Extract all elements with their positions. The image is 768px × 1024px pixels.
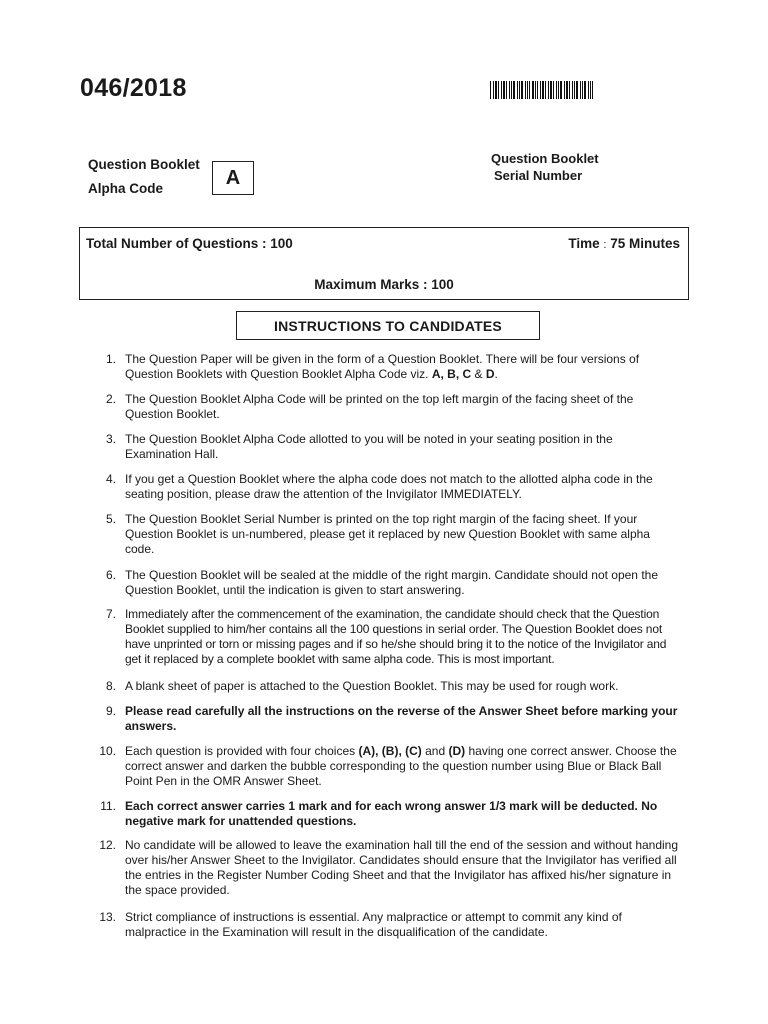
barcode-bar [540, 81, 541, 99]
item-text: Strict compliance of instructions is essential. Any malpractice or attempt to commit any kind of malpractice in the Examination will result in the disqualification of the candidate. [125, 910, 622, 939]
time-allowed [568, 236, 680, 251]
item-text: No candidate will be allowed to leave the examination hall till the end of the session and without handing over his/her Answer Sheet to the Invigilator. Candidates should ensure that the Invigilator has verified all the entries in the Register Number Coding Sheet and that the Invigilator has affixed his/her signature in the space provided. [125, 838, 679, 897]
time-label: Time [568, 236, 600, 251]
instruction-item [90, 392, 680, 422]
barcode-bar [576, 81, 578, 99]
barcode-bar [529, 81, 530, 99]
item-text: If you get a Question Booklet where the alpha code does not match to the allotted alpha code in the seating position, please draw the attention of the Invigilator IMMEDIATELY. [125, 472, 653, 501]
barcode-bar [569, 81, 570, 99]
barcode-bar [509, 81, 510, 99]
instruction-item [90, 704, 680, 734]
item-number: 3. [105, 432, 116, 446]
barcode-bar [527, 81, 528, 99]
item-text: A blank sheet of paper is attached to the Question Booklet. This may be used for rough work. [125, 679, 619, 693]
paper-code: 046/2018 [80, 74, 187, 102]
barcode-bar [517, 81, 518, 99]
item-number: 10. [99, 744, 116, 758]
barcode-bar [532, 81, 534, 99]
barcode-bar [498, 81, 499, 99]
barcode-bar [545, 81, 546, 99]
barcode-bar [513, 81, 515, 99]
instruction-item [90, 744, 680, 789]
instruction-item [90, 799, 680, 829]
item-number: 13. [99, 910, 116, 924]
barcode-bar [590, 81, 591, 99]
barcode-bar [588, 81, 589, 99]
barcode-bar [535, 81, 536, 99]
barcode-bar [521, 81, 523, 99]
time-value: 75 Minutes [610, 236, 680, 251]
instructions-heading: INSTRUCTIONS TO CANDIDATES [236, 311, 540, 340]
item-text: The Question Paper will be given in the form of a Question Booklet. There will be four versions of Question Booklets with Question Booklet Alpha Code viz. A, B, C & D. [125, 352, 640, 381]
barcode-bar [548, 81, 549, 99]
instruction-item [90, 352, 680, 382]
alpha-code-box: A [212, 161, 254, 195]
item-number: 5. [105, 512, 116, 526]
instruction-item [90, 512, 680, 557]
barcode-bar [503, 81, 505, 99]
instruction-item [90, 910, 680, 940]
item-number: 1. [105, 352, 116, 366]
time-separator: : [603, 239, 607, 251]
barcode-bar [525, 81, 526, 99]
item-text: Immediately after the commencement of the examination, the candidate should check that the Question Booklet supplied to him/her contains all the 100 questions in serial order. The Question Booklet does not have unprinted or torn or missing pages and if so he/she should bring it to the notice of the Invigilator and get it replaced by a complete booklet with same alpha code. This is most important. [125, 607, 667, 666]
item-text: Each correct answer carries 1 mark and for each wrong answer 1/3 mark will be deducted. No negative mark for unattended questions. [125, 799, 658, 828]
instruction-item [90, 679, 680, 694]
item-text: The Question Booklet Serial Number is printed on the top right margin of the facing sheet. If your Question Booklet is un-numbered, please get it replaced by new Question Booklet with same alpha code. [125, 512, 650, 556]
barcode-bar [556, 81, 557, 99]
barcode-bar [580, 81, 581, 99]
barcode-bar [542, 81, 544, 99]
item-text: The Question Booklet Alpha Code will be printed on the top left margin of the facing sheet of the Question Booklet. [125, 392, 634, 421]
item-number: 8. [105, 679, 116, 693]
item-number: 12. [99, 838, 116, 852]
item-number: 9. [105, 704, 116, 718]
instruction-item [90, 432, 680, 462]
barcode-bar [506, 81, 507, 99]
alpha-code-label-line1: Question Booklet [88, 157, 200, 172]
instruction-item [90, 607, 680, 667]
exam-info-box [79, 227, 689, 300]
barcode-bar [493, 81, 494, 99]
item-number: 2. [105, 392, 116, 406]
barcode-bar [553, 81, 554, 99]
barcode-bar [582, 81, 583, 99]
barcode-bar [566, 81, 568, 99]
barcode-bar [558, 81, 559, 99]
barcode-bar [572, 81, 573, 99]
maximum-marks: Maximum Marks : 100 [314, 277, 454, 292]
item-number: 11. [100, 799, 116, 813]
item-text: Each question is provided with four choices (A), (B), (C) and (D) having one correct answer. Choose the correct answer and darken the bubble corresponding to the question number using Blue or Black Ball Point Pen in the OMR Answer Sheet. [125, 744, 677, 788]
alpha-code-label-line2: Alpha Code [88, 181, 164, 196]
item-number: 4. [105, 472, 116, 486]
barcode-bar [560, 81, 562, 99]
serial-number-label-line2: Serial Number [494, 168, 583, 183]
serial-number-label-line1: Question Booklet [491, 151, 599, 166]
instruction-item [90, 568, 680, 598]
item-number: 6. [105, 568, 116, 582]
item-text: Please read carefully all the instructions on the reverse of the Answer Sheet before marking your answers. [125, 704, 678, 733]
barcode-bar [537, 81, 538, 99]
barcode-bar [519, 81, 520, 99]
barcode-image [490, 81, 612, 99]
barcode-bar [574, 81, 575, 99]
item-number: 7. [105, 607, 116, 621]
barcode-bar [550, 81, 552, 99]
item-text: The Question Booklet will be sealed at the middle of the right margin. Candidate should not open the Question Booklet, until the indication is given to start answering. [125, 568, 658, 597]
item-text: The Question Booklet Alpha Code allotted to you will be noted in your seating position in the Examination Hall. [125, 432, 613, 461]
barcode-bar [495, 81, 497, 99]
barcode-bar [564, 81, 565, 99]
instruction-item [90, 472, 680, 502]
barcode-bar [592, 81, 593, 99]
barcode-bar [584, 81, 586, 99]
barcode-bar [490, 81, 491, 99]
instruction-item [90, 838, 680, 898]
barcode-bar [511, 81, 512, 99]
total-questions: Total Number of Questions : 100 [86, 236, 293, 251]
barcode-bar [501, 81, 502, 99]
